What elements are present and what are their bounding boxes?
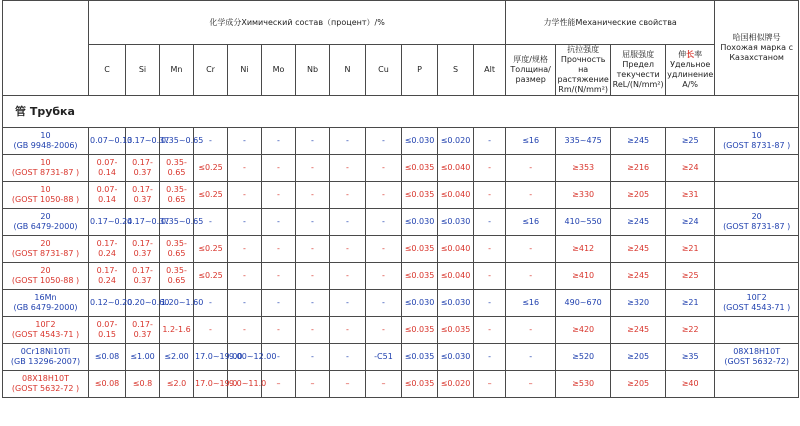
value-cell: ≤2.0 (160, 371, 194, 398)
value-cell: ≥25 (666, 128, 715, 155)
thickness-header: 厚度/规格 Толщина/размер (506, 45, 556, 96)
value-cell: ≥31 (666, 182, 715, 209)
value-cell: - (506, 263, 556, 290)
value-cell: - (506, 236, 556, 263)
value-cell: - (296, 182, 330, 209)
value-cell: ≤0.035 (402, 155, 438, 182)
value-cell: 0.35~0.65 (160, 209, 194, 236)
value-cell: - (366, 182, 402, 209)
value-cell: 17.0~19.00 (194, 344, 228, 371)
analog-cell (715, 344, 799, 371)
grade-cell (3, 371, 89, 398)
value-cell: ≤0.030 (402, 209, 438, 236)
value-cell: – (366, 371, 402, 398)
analog-cell (715, 155, 799, 182)
value-cell: ≥22 (666, 317, 715, 344)
value-cell: ≥205 (611, 344, 666, 371)
value-cell: 0.17-0.37 (126, 263, 160, 290)
value-cell: - (366, 128, 402, 155)
grade-name: 10 (40, 131, 51, 140)
value-cell: - (474, 317, 506, 344)
element-header: P (402, 45, 438, 96)
value-cell: 0.17-0.37 (126, 182, 160, 209)
grade-name: 16Mn (34, 293, 57, 302)
analog-cell (715, 236, 799, 263)
value-cell: - (474, 344, 506, 371)
grade-cell (3, 128, 89, 155)
analog-grade-header: 哈国相似牌号Похожая марка с Казахстаном (715, 1, 799, 96)
value-cell: - (506, 317, 556, 344)
value-cell: ≤0.040 (438, 236, 474, 263)
value-cell: 0.17-0.37 (126, 155, 160, 182)
value-cell: ≤0.040 (438, 182, 474, 209)
value-cell: ≤0.020 (438, 128, 474, 155)
value-cell: - (474, 209, 506, 236)
table-row (3, 182, 799, 209)
value-cell: ≥245 (611, 209, 666, 236)
value-cell: – (262, 371, 296, 398)
table-row (3, 371, 799, 398)
grade-name: 08X18H10T (22, 374, 69, 383)
value-cell: - (474, 155, 506, 182)
value-cell: 9.0~11.0 (228, 371, 262, 398)
analog-grade: 08X18H10T (733, 347, 781, 356)
element-header: Cr (194, 45, 228, 96)
value-cell: ≤16 (506, 209, 556, 236)
grade-name: 20 (40, 239, 51, 248)
value-cell: ≥25 (666, 263, 715, 290)
grade-standard: (GOST 8731-87 ) (11, 249, 80, 258)
grade-name: 20 (40, 212, 51, 221)
value-cell: - (330, 263, 366, 290)
value-cell: - (296, 263, 330, 290)
analog-cell (715, 371, 799, 398)
value-cell: ≥21 (666, 290, 715, 317)
grade-name: 0Cr18Ni10Ti (20, 347, 71, 356)
value-cell: – (506, 371, 556, 398)
value-cell: - (228, 290, 262, 317)
value-cell: ≤0.035 (402, 182, 438, 209)
element-header: Si (126, 45, 160, 96)
value-cell: ≤0.020 (438, 371, 474, 398)
value-cell: ≤0.030 (438, 209, 474, 236)
elongation-header (666, 45, 715, 96)
elongation-header-emphasis: 长 (686, 50, 695, 59)
value-cell: ≤0.040 (438, 155, 474, 182)
value-cell: - (228, 128, 262, 155)
grade-cell (3, 344, 89, 371)
value-cell: 0.17-0.24 (89, 263, 126, 290)
grade-cell (3, 155, 89, 182)
value-cell: – (474, 371, 506, 398)
value-cell: 1.20~1.60 (160, 290, 194, 317)
table-row (3, 209, 799, 236)
chemical-composition-header: 化学成分Химический состав（процент）/% (89, 1, 506, 45)
value-cell: - (330, 155, 366, 182)
grade-standard: (GOST 1050-88 ) (11, 276, 80, 285)
value-cell: 9.00~12.00 (228, 344, 262, 371)
value-cell: -C51 (366, 344, 402, 371)
value-cell: - (296, 290, 330, 317)
value-cell: ≥420 (556, 317, 611, 344)
mechanical-properties-header: 力学性能Механические свойства (506, 1, 715, 45)
value-cell: ≥245 (611, 128, 666, 155)
value-cell: ≤1.00 (126, 344, 160, 371)
value-cell: 0.35-0.65 (160, 182, 194, 209)
value-cell: - (262, 155, 296, 182)
value-cell: - (194, 209, 228, 236)
grade-cell (3, 182, 89, 209)
value-cell: - (228, 263, 262, 290)
grade-standard: (GOST 5632-72 ) (11, 384, 80, 393)
grade-standard: (GB 6479-2000) (13, 222, 78, 231)
value-cell: ≥24 (666, 209, 715, 236)
value-cell: - (262, 344, 296, 371)
value-cell: ≥35 (666, 344, 715, 371)
value-cell: 0.35-0.65 (160, 263, 194, 290)
grade-name: 10 (40, 158, 51, 167)
value-cell: - (262, 209, 296, 236)
section-row-blank (160, 96, 799, 128)
value-cell: – (330, 371, 366, 398)
grade-cell (3, 263, 89, 290)
value-cell: - (330, 128, 366, 155)
value-cell: ≤0.035 (402, 344, 438, 371)
value-cell: ≤16 (506, 128, 556, 155)
value-cell: ≥24 (666, 155, 715, 182)
element-header: C (89, 45, 126, 96)
value-cell: 0.17~0.37 (126, 209, 160, 236)
value-cell: - (296, 236, 330, 263)
grade-standard: (GOST 4543-71 ) (11, 330, 80, 339)
table-row (3, 236, 799, 263)
table-row (3, 317, 799, 344)
grade-standard: (GB 13296-2007) (10, 357, 81, 366)
table-row (3, 290, 799, 317)
value-cell: ≤0.25 (194, 155, 228, 182)
value-cell: - (330, 209, 366, 236)
value-cell: ≥412 (556, 236, 611, 263)
value-cell: 0.07-0.14 (89, 155, 126, 182)
value-cell: ≤0.8 (126, 371, 160, 398)
value-cell: ≥245 (611, 263, 666, 290)
value-cell: - (262, 290, 296, 317)
value-cell: ≥520 (556, 344, 611, 371)
grade-standard: (GB 9948-2006) (13, 141, 78, 150)
value-cell: 490~670 (556, 290, 611, 317)
grade-header-blank (3, 1, 89, 96)
value-cell: - (366, 290, 402, 317)
value-cell: - (330, 236, 366, 263)
value-cell: 0.35-0.65 (160, 155, 194, 182)
analog-cell (715, 290, 799, 317)
value-cell: - (474, 236, 506, 263)
section-label: 管 Трубка (3, 96, 160, 128)
value-cell: - (474, 128, 506, 155)
value-cell: - (506, 182, 556, 209)
element-header: Alt (474, 45, 506, 96)
value-cell: - (296, 344, 330, 371)
value-cell: 0.35-0.65 (160, 236, 194, 263)
value-cell: 335~475 (556, 128, 611, 155)
analog-cell (715, 128, 799, 155)
value-cell: ≤0.030 (438, 290, 474, 317)
value-cell: - (228, 236, 262, 263)
value-cell: ≥320 (611, 290, 666, 317)
value-cell: - (228, 155, 262, 182)
value-cell: - (228, 182, 262, 209)
value-cell: 0.17-0.37 (126, 236, 160, 263)
value-cell: ≥330 (556, 182, 611, 209)
value-cell: ≥245 (611, 317, 666, 344)
grade-name: 20 (40, 266, 51, 275)
element-header: Nb (296, 45, 330, 96)
value-cell: 0.12~0.20 (89, 290, 126, 317)
value-cell: 1.2-1.6 (160, 317, 194, 344)
element-header: Ni (228, 45, 262, 96)
value-cell: ≤0.040 (438, 263, 474, 290)
value-cell: - (262, 317, 296, 344)
analog-cell (715, 317, 799, 344)
analog-grade: 10 (751, 131, 762, 140)
value-cell: 410~550 (556, 209, 611, 236)
grade-standard: (GB 6479-2000) (13, 303, 78, 312)
value-cell: 0.20~0.60 (126, 290, 160, 317)
value-cell: ≥205 (611, 371, 666, 398)
value-cell: - (296, 155, 330, 182)
analog-cell (715, 209, 799, 236)
value-cell: ≤0.035 (402, 236, 438, 263)
table-row (3, 263, 799, 290)
value-cell: - (194, 290, 228, 317)
value-cell: 0.07~0.13 (89, 128, 126, 155)
grade-name: 10Г2 (35, 320, 56, 329)
value-cell: - (330, 344, 366, 371)
analog-cell (715, 263, 799, 290)
analog-standard: (GOST 8731-87 ) (723, 141, 791, 150)
grade-cell (3, 236, 89, 263)
elongation-header-pre: 伸 (678, 50, 687, 59)
yield-strength-header: 屈服强度Предел текучести ReL/(N/mm²) (611, 45, 666, 96)
analog-standard: (GOST 4543-71 ) (723, 303, 791, 312)
value-cell: 0.17~0.37 (126, 128, 160, 155)
tensile-strength-header: 抗拉强度Прочность на растяжение Rm/(N/mm²) (557, 45, 609, 94)
value-cell: - (296, 209, 330, 236)
value-cell: 0.17-0.24 (89, 236, 126, 263)
value-cell: - (330, 317, 366, 344)
value-cell: ≤0.030 (402, 128, 438, 155)
value-cell: ≥245 (611, 236, 666, 263)
element-header: S (438, 45, 474, 96)
value-cell: - (506, 155, 556, 182)
elongation-header-post: 率Удельное удлинение A/% (667, 50, 714, 89)
value-cell: ≤0.035 (402, 263, 438, 290)
grade-standard: (GOST 8731-87 ) (11, 168, 80, 177)
analog-standard: (GOST 5632-72) (724, 357, 789, 366)
value-cell: ≤0.25 (194, 263, 228, 290)
value-cell: ≥21 (666, 236, 715, 263)
value-cell: - (474, 290, 506, 317)
value-cell: - (474, 182, 506, 209)
value-cell: - (296, 317, 330, 344)
value-cell: - (194, 317, 228, 344)
section-row (3, 96, 799, 128)
value-cell: ≤0.25 (194, 182, 228, 209)
grade-standard: (GOST 1050-88 ) (11, 195, 80, 204)
value-cell: - (262, 128, 296, 155)
analog-grade: 10Г2 (746, 293, 767, 302)
value-cell: - (366, 317, 402, 344)
value-cell: ≥205 (611, 182, 666, 209)
value-cell: - (228, 317, 262, 344)
value-cell: - (366, 155, 402, 182)
table-row (3, 155, 799, 182)
value-cell: 0.07-0.15 (89, 317, 126, 344)
value-cell: ≤2.00 (160, 344, 194, 371)
value-cell: - (262, 182, 296, 209)
value-cell: 0.17-0.37 (126, 317, 160, 344)
table-row (3, 344, 799, 371)
value-cell: - (474, 263, 506, 290)
value-cell: ≥40 (666, 371, 715, 398)
value-cell: ≤0.035 (438, 317, 474, 344)
element-header: Cu (366, 45, 402, 96)
value-cell: ≥410 (556, 263, 611, 290)
value-cell: - (366, 263, 402, 290)
value-cell: - (366, 209, 402, 236)
value-cell: - (194, 128, 228, 155)
analog-standard: (GOST 8731-87 ) (723, 222, 791, 231)
value-cell: ≤16 (506, 290, 556, 317)
element-header: Mn (160, 45, 194, 96)
value-cell: - (506, 344, 556, 371)
grade-cell (3, 209, 89, 236)
value-cell: ≤0.035 (402, 317, 438, 344)
analog-cell (715, 182, 799, 209)
value-cell: ≤0.08 (89, 344, 126, 371)
value-cell: - (366, 236, 402, 263)
value-cell: 0.07-0.14 (89, 182, 126, 209)
grade-name: 10 (40, 185, 51, 194)
grade-cell (3, 317, 89, 344)
grade-cell (3, 290, 89, 317)
analog-grade: 20 (751, 212, 762, 221)
element-header: Mo (262, 45, 296, 96)
value-cell: ≤0.25 (194, 236, 228, 263)
steel-spec-table (2, 0, 799, 398)
value-cell: 0.35~0.65 (160, 128, 194, 155)
value-cell: - (296, 128, 330, 155)
value-cell: - (262, 236, 296, 263)
value-cell: - (228, 209, 262, 236)
value-cell: - (330, 182, 366, 209)
value-cell: ≥530 (556, 371, 611, 398)
value-cell: ≤0.035 (402, 371, 438, 398)
value-cell: ≥353 (556, 155, 611, 182)
value-cell: ≤0.030 (438, 344, 474, 371)
value-cell: 17.0~19.0 (194, 371, 228, 398)
value-cell: 0.17~0.24 (89, 209, 126, 236)
value-cell: - (330, 290, 366, 317)
value-cell: ≤0.030 (402, 290, 438, 317)
table-row (3, 128, 799, 155)
element-header: N (330, 45, 366, 96)
value-cell: ≥216 (611, 155, 666, 182)
value-cell: – (296, 371, 330, 398)
value-cell: ≤0.08 (89, 371, 126, 398)
value-cell: - (262, 263, 296, 290)
